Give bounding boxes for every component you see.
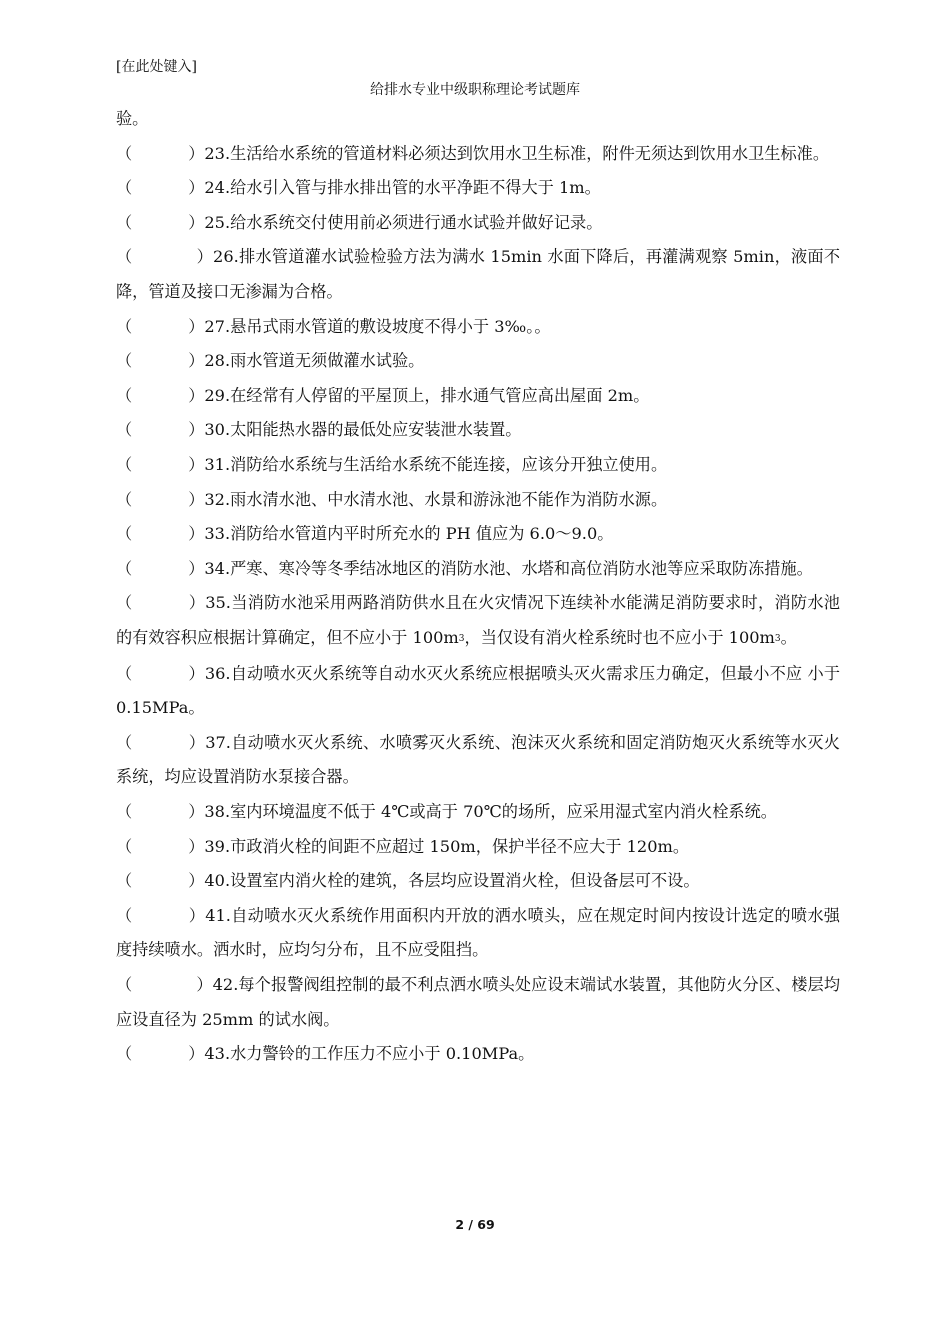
answer-paren-open: （ xyxy=(116,558,133,578)
question-text: 验。 xyxy=(116,109,149,128)
answer-paren-open: （ xyxy=(116,420,133,440)
answer-paren-close: ） xyxy=(188,212,205,232)
answer-paren-open: （ xyxy=(116,593,133,613)
question-30 xyxy=(116,413,840,448)
answer-paren-close: ） xyxy=(188,489,205,509)
answer-paren-close: ） xyxy=(188,802,205,822)
answer-paren-close: ） xyxy=(196,247,214,267)
superscript-unit: 3 xyxy=(458,634,465,645)
question-34 xyxy=(116,552,840,587)
question-text: 35.当消防水池采用两路消防供水且在火灾情况下连续补水能满足消防要求时，消防水池的有效容积应根据计算确定，但不应小于 100m xyxy=(116,593,840,647)
question-text: 41.自动喷水灭火系统作用面积内开放的洒水喷头，应在规定时间内按设计选定的喷水强度持续喷水。洒水时，应均匀分布，且不应受阻挡。 xyxy=(116,905,840,960)
answer-paren-close: ） xyxy=(188,558,205,578)
question-32 xyxy=(116,483,840,518)
question-41 xyxy=(116,899,840,968)
question-text: 25.给水系统交付使用前必须进行通水试验并做好记录。 xyxy=(204,212,603,232)
answer-paren-close: ） xyxy=(188,351,205,371)
answer-paren-open: （ xyxy=(116,454,133,474)
question-27 xyxy=(116,310,840,345)
superscript-unit: 3 xyxy=(774,634,781,645)
question-text: 40.设置室内消火栓的建筑，各层均应设置消火栓，但设备层可不设。 xyxy=(204,871,700,891)
question-text: 28.雨水管道无须做灌水试验。 xyxy=(204,351,425,371)
question-35 xyxy=(116,586,840,656)
question-text: 。 xyxy=(780,627,797,647)
answer-paren-open: （ xyxy=(116,143,133,163)
page-number: 2 / 69 xyxy=(455,1217,495,1232)
answer-paren-open: （ xyxy=(116,732,133,752)
answer-paren-open: （ xyxy=(116,489,133,509)
answer-paren-open: （ xyxy=(116,1044,133,1064)
answer-paren-close: ） xyxy=(188,1044,205,1064)
answer-paren-open: （ xyxy=(116,385,133,405)
question-25 xyxy=(116,206,840,241)
question-text: 24.给水引入管与排水排出管的水平净距不得大于 1m。 xyxy=(204,178,601,198)
answer-paren-open: （ xyxy=(116,316,133,336)
question-continuation xyxy=(116,102,840,137)
answer-paren-open: （ xyxy=(116,802,133,822)
answer-paren-open: （ xyxy=(116,663,133,683)
question-text: 33.消防给水管道内平时所充水的 PH 值应为 6.0～9.0。 xyxy=(204,524,614,544)
question-36 xyxy=(116,657,840,726)
answer-paren-open: （ xyxy=(116,351,133,371)
answer-paren-close: ） xyxy=(188,454,205,474)
question-33 xyxy=(116,517,840,552)
answer-paren-close: ） xyxy=(188,385,205,405)
question-text: 23.生活给水系统的管道材料必须达到饮用水卫生标准，附件无须达到饮用水卫生标准。 xyxy=(204,143,830,163)
question-42 xyxy=(116,968,840,1037)
document-title: 给排水专业中级职称理论考试题库 xyxy=(370,82,580,98)
question-24 xyxy=(116,171,840,206)
question-text: 26.排水管道灌水试验检验方法为满水 15min 水面下降后，再灌满观察 5min，液面不降，管道及接口无渗漏为合格。 xyxy=(116,247,841,301)
question-38 xyxy=(116,795,840,830)
question-39 xyxy=(116,830,840,865)
question-text: 27.悬吊式雨水管道的敷设坡度不得小于 3‰。。 xyxy=(204,316,551,336)
answer-paren-close: ） xyxy=(188,732,206,752)
question-29 xyxy=(116,379,840,414)
answer-paren-open: （ xyxy=(116,836,133,856)
answer-paren-close: ） xyxy=(188,420,205,440)
question-text: 38.室内环境温度不低于 4℃或高于 70℃的场所，应采用湿式室内消火栓系统。 xyxy=(204,802,777,822)
answer-paren-close: ） xyxy=(188,905,206,925)
answer-paren-close: ） xyxy=(196,975,213,995)
answer-paren-open: （ xyxy=(116,871,133,891)
question-text: 39.市政消火栓的间距不应超过 150m，保护半径不应大于 120m。 xyxy=(204,836,690,856)
question-31 xyxy=(116,448,840,483)
answer-paren-close: ） xyxy=(188,178,205,198)
question-26 xyxy=(116,240,840,309)
answer-paren-close: ） xyxy=(188,871,205,891)
question-37 xyxy=(116,726,840,795)
question-list xyxy=(116,102,840,1072)
question-text: 36.自动喷水灭火系统等自动水灭火系统应根据喷头灭火需求压力确定，但最小不应 小于 0.15MPa。 xyxy=(116,663,841,718)
question-text: 31.消防给水系统与生活给水系统不能连接，应该分开独立使用。 xyxy=(204,454,668,474)
question-text: 37.自动喷水灭火系统、水喷雾灭火系统、泡沫灭火系统和固定消防炮灭火系统等水灭火系统，均应设置消防水泵接合器。 xyxy=(116,732,840,787)
question-40 xyxy=(116,864,840,899)
answer-paren-close: ） xyxy=(188,836,205,856)
question-text: 29.在经常有人停留的平屋顶上，排水通气管应高出屋面 2m。 xyxy=(204,385,650,405)
answer-paren-open: （ xyxy=(116,212,133,232)
question-text: 30.太阳能热水器的最低处应安装泄水装置。 xyxy=(204,420,522,440)
question-text: ，当仅设有消火栓系统时也不应小于 100m xyxy=(464,627,775,647)
header-placeholder: [在此处键入] xyxy=(116,59,197,75)
answer-paren-open: （ xyxy=(116,247,133,267)
answer-paren-close: ） xyxy=(188,593,206,613)
question-text: 43.水力警铃的工作压力不应小于 0.10MPa。 xyxy=(204,1044,535,1064)
answer-paren-close: ） xyxy=(188,316,205,336)
answer-paren-open: （ xyxy=(116,975,133,995)
question-text: 32.雨水清水池、中水清水池、水景和游泳池不能作为消防水源。 xyxy=(204,489,668,509)
answer-paren-open: （ xyxy=(116,524,133,544)
answer-paren-open: （ xyxy=(116,178,133,198)
question-28 xyxy=(116,344,840,379)
question-text: 34.严寒、寒冷等冬季结冰地区的消防水池、水塔和高位消防水池等应采取防冻措施。 xyxy=(204,558,813,578)
answer-paren-close: ） xyxy=(188,524,205,544)
question-43 xyxy=(116,1037,840,1072)
answer-paren-close: ） xyxy=(188,143,205,163)
answer-paren-close: ） xyxy=(188,663,205,683)
question-23 xyxy=(116,137,840,172)
answer-paren-open: （ xyxy=(116,905,133,925)
question-text: 42.每个报警阀组控制的最不利点洒水喷头处应设末端试水装置，其他防火分区、楼层均应设直径为 25mm 的试水阀。 xyxy=(116,975,841,1029)
